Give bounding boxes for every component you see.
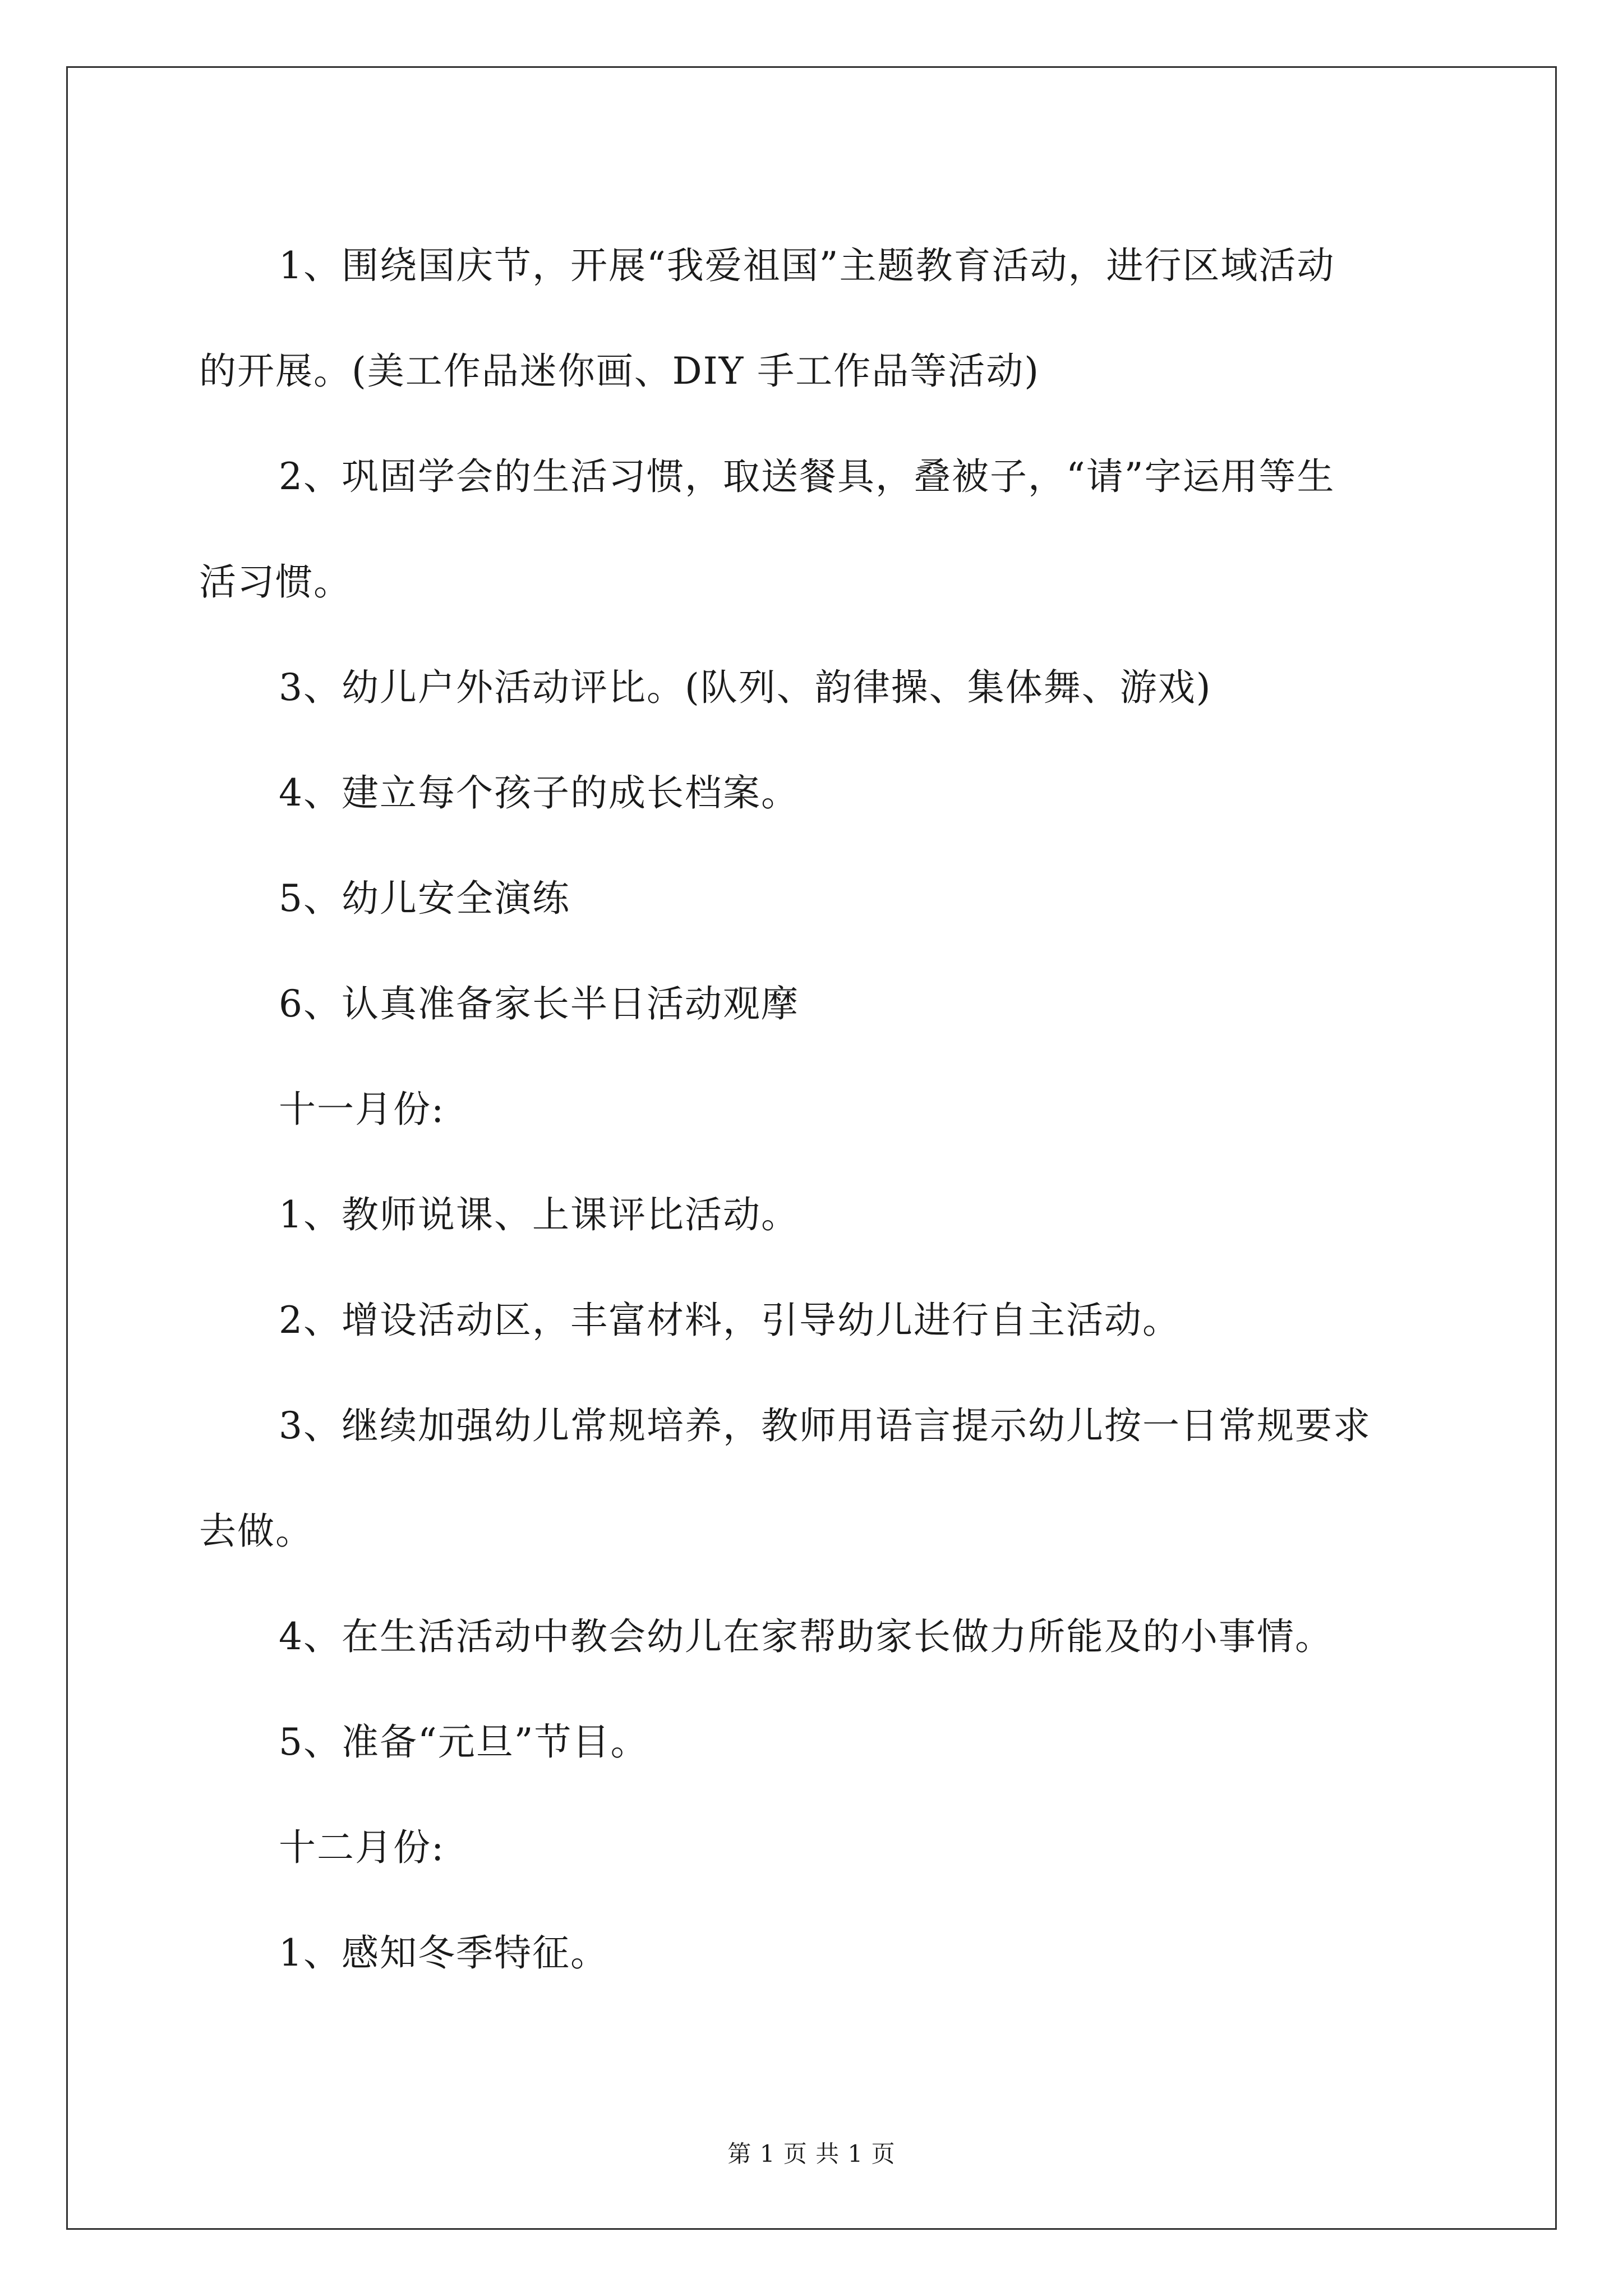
section-heading-december: 十二月份: bbox=[279, 1826, 445, 1869]
paragraph-line: 3、继续加强幼儿常规培养，教师用语言提示幼儿按一日常规要求 bbox=[279, 1404, 1371, 1447]
paragraph-line: 4、在生活活动中教会幼儿在家帮助家长做力所能及的小事情。 bbox=[279, 1615, 1333, 1658]
paragraph-line: 2、增设活动区，丰富材料，引导幼儿进行自主活动。 bbox=[279, 1299, 1181, 1342]
paragraph-line: 1、感知冬季特征。 bbox=[279, 1931, 608, 1975]
paragraph-line: 的开展。(美工作品迷你画、DIY 手工作品等活动) bbox=[199, 349, 1040, 393]
paragraph-line: 3、幼儿户外活动评比。(队列、韵律操、集体舞、游戏) bbox=[279, 666, 1212, 709]
paragraph-line: 2、巩固学会的生活习惯，取送餐具，叠被子，“请”字运用等生 bbox=[279, 455, 1335, 498]
paragraph-line: 5、幼儿安全演练 bbox=[279, 877, 570, 920]
paragraph-line: 4、建立每个孩子的成长档案。 bbox=[279, 771, 799, 815]
document-body bbox=[199, 213, 1433, 2006]
paragraph-line: 去做。 bbox=[199, 1510, 313, 1553]
paragraph-line: 1、围绕国庆节，开展“我爱祖国”主题教育活动，进行区域活动 bbox=[279, 244, 1335, 287]
paragraph-line: 6、认真准备家长半日活动观摩 bbox=[279, 982, 799, 1025]
page-footer: 第 1 页 共 1 页 bbox=[727, 2140, 896, 2168]
section-heading-november: 十一月份: bbox=[279, 1088, 445, 1131]
paragraph-line: 1、教师说课、上课评比活动。 bbox=[279, 1193, 799, 1236]
paragraph-line: 活习惯。 bbox=[199, 560, 352, 604]
paragraph-line: 5、准备“元旦”节目。 bbox=[279, 1720, 649, 1764]
